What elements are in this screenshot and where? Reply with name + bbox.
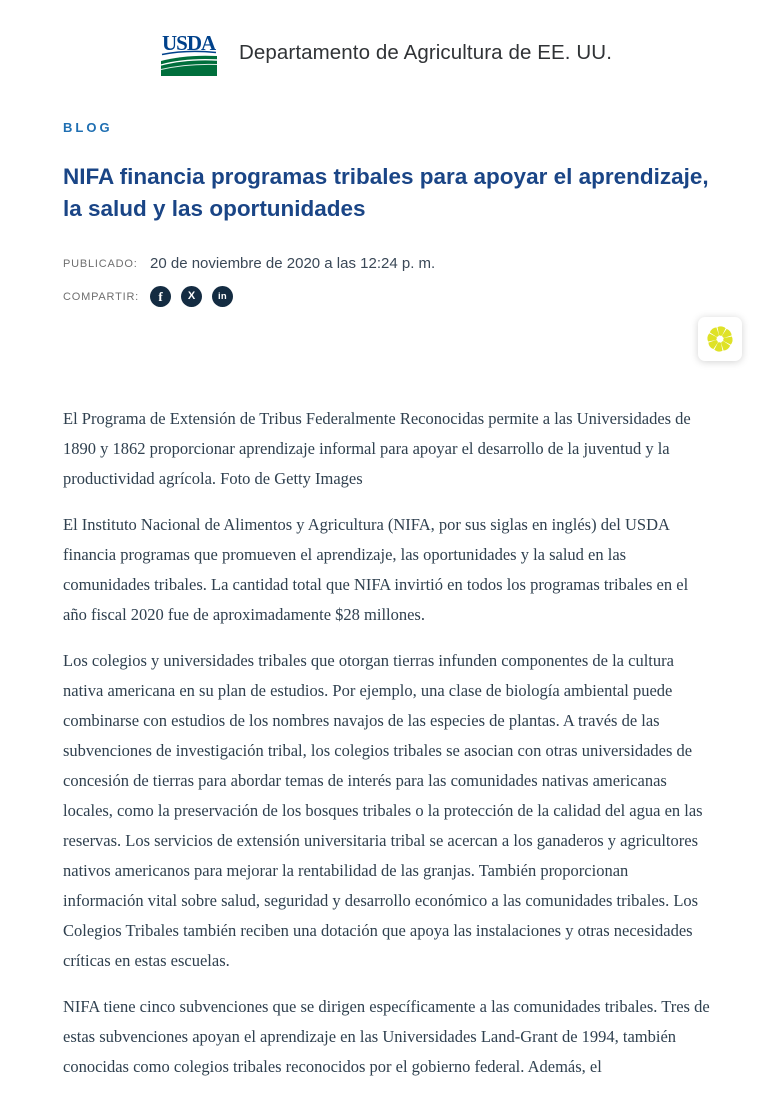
article <box>63 119 713 1098</box>
facebook-glyph: f <box>158 289 163 304</box>
linkedin-glyph: in <box>217 290 228 302</box>
facebook-icon[interactable] <box>150 286 171 307</box>
published-date: 20 de noviembre de 2020 a las 12:24 p. m. <box>150 255 436 272</box>
paragraph: Los colegios y universidades tribales que otorgan tierras infunden componentes de la cultura nativa americana en su plan de estudios. Por ejemplo, una clase de biología ambiental puede combinarse con estudios de los nombres navajos de las especies de plantas. A través de las subvenciones de investigación tribal, los colegios tribales se asocian con otras universidades de concesión de tierras para abordar temas de interés para las comunidades nativas americanas locales, como la preservación de los bosques tribales o la protección de la calidad del agua en las reservas. Los servicios de extensión universitaria tribal se acercan a los ganaderos y agricultores nativos americanos para mejorar la rentabilidad de las granjas. También proporcionan información vital sobre salud, seguridad y desarrollo económico a las comunidades tribales. Los Colegios Tribales también reciben una dotación que apoya las instalaciones y otras necesidades críticas en estas escuelas. <box>63 651 703 970</box>
blog-eyebrow-link[interactable]: BLOG <box>63 120 113 135</box>
published-row <box>63 255 713 272</box>
share-label: COMPARTIR: <box>63 290 140 303</box>
paragraph: NIFA tiene cinco subvenciones que se dirigen específicamente a las comunidades tribales. Tres de estas subvenciones apoyan el aprendizaje en las Universidades Land-Grant de 1994, también conocidas como colegios tribales reconocidos por el gobierno federal. Además, el <box>63 997 710 1076</box>
article-body <box>63 404 713 1082</box>
linkedin-icon[interactable] <box>212 286 233 307</box>
x-twitter-glyph: X <box>187 290 196 302</box>
department-title: Departamento de Agricultura de EE. UU. <box>239 41 612 64</box>
pinwheel-asterisk-icon <box>705 324 735 354</box>
usda-logo-icon <box>161 30 217 76</box>
usda-logo-text: USDA <box>162 31 216 55</box>
share-row <box>63 286 713 307</box>
paragraph-caption: El Programa de Extensión de Tribus Federalmente Reconocidas permite a las Universidades de 1890 y 1862 proporcionar aprendizaje informal para apoyar el desarrollo de la juventud y la productividad agrícola. Foto de Getty Images <box>63 409 691 488</box>
usda-logo-link[interactable] <box>161 30 217 76</box>
article-title: NIFA financia programas tribales para apoyar el aprendizaje, la salud y las oportunidades <box>63 164 709 221</box>
paragraph: El Instituto Nacional de Alimentos y Agricultura (NIFA, por sus siglas en inglés) del USDA financia programas que promueven el aprendizaje, las oportunidades y la salud en las comunidades tribales. La cantidad total que NIFA invirtió en todos los programas tribales en el año fiscal 2020 fue de aproximadamente $28 millones. <box>63 515 689 624</box>
share-icons <box>150 286 233 307</box>
accessibility-toolbar-button[interactable] <box>698 317 742 361</box>
site-header <box>0 30 773 76</box>
x-twitter-icon[interactable] <box>181 286 202 307</box>
published-label: PUBLICADO: <box>63 257 138 270</box>
